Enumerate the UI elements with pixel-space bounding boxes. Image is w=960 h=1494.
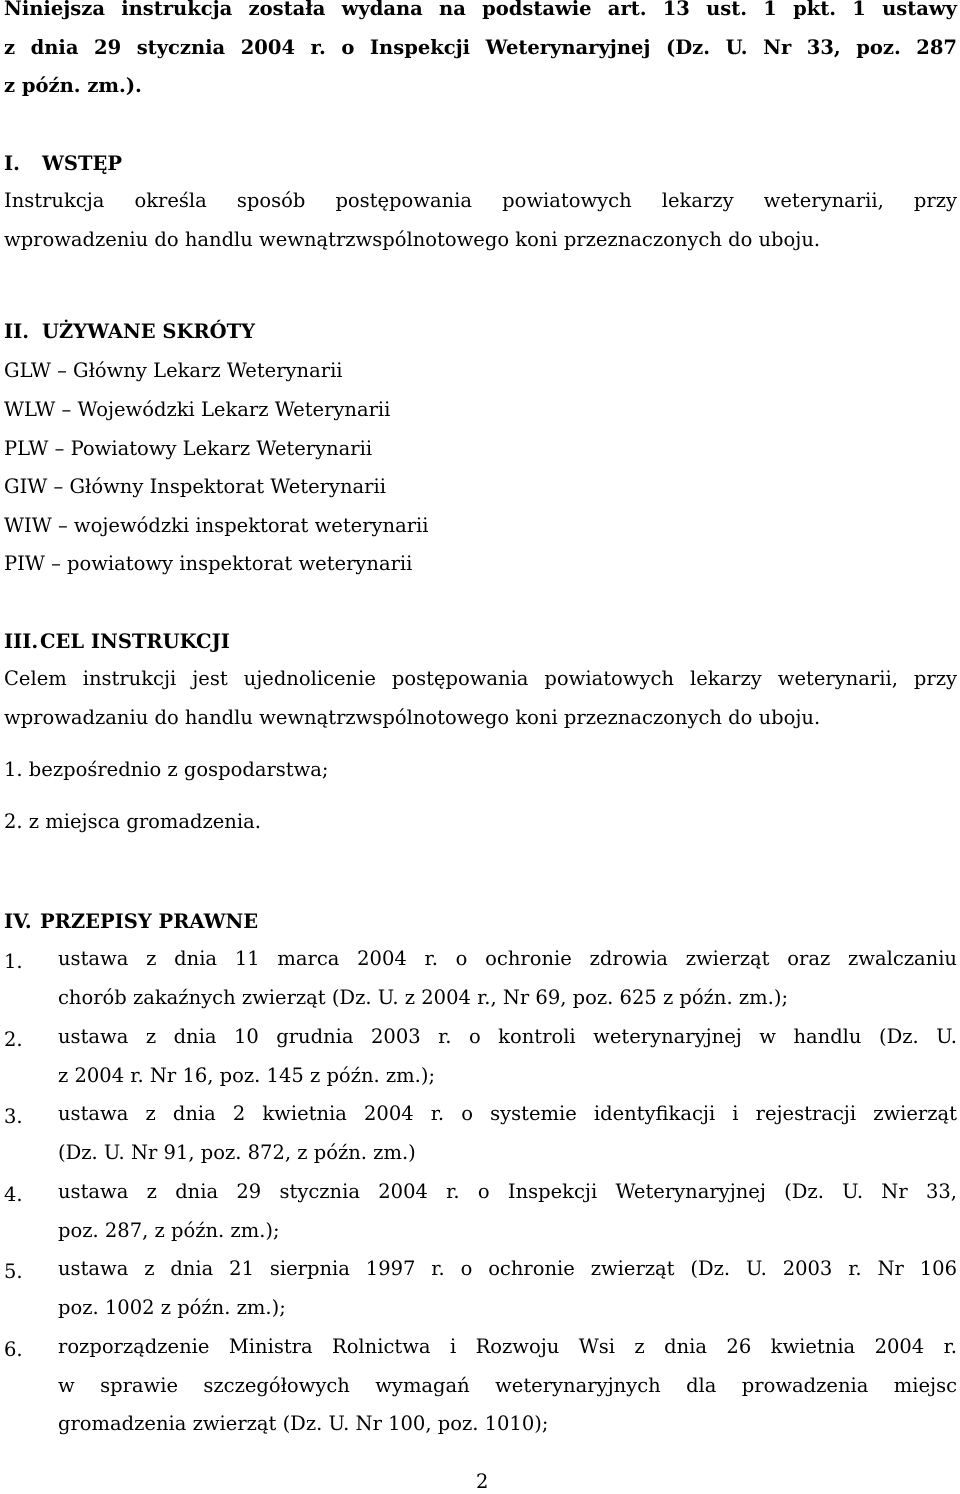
- paragraph-line: wprowadzeniu do handlu wewnątrzwspólnotowego koni przeznaczonych do uboju.: [4, 227, 821, 251]
- paragraph-line: Celem instrukcji jest ujednolicenie postępowania powiatowych lekarzy weterynarii, przy: [4, 667, 957, 690]
- page-number: 2: [476, 1470, 489, 1493]
- intro-paragraph: [4, 0, 957, 106]
- section-heading-4: [4, 910, 258, 933]
- section-heading-1: [4, 152, 122, 175]
- intro-line: z późn. zm.).: [4, 74, 142, 97]
- list-item: 1. bezpośrednio z gospodarstwa;: [4, 758, 329, 781]
- section-number: II.: [4, 320, 30, 343]
- item-line: gromadzenia zwierząt (Dz. U. Nr 100, poz. 1010);: [58, 1412, 549, 1435]
- paragraph-line: wprowadzaniu do handlu wewnątrzwspólnotowego koni przeznaczonych do uboju.: [4, 705, 821, 729]
- item-line: z 2004 r. Nr 16, poz. 145 z późn. zm.);: [58, 1063, 436, 1087]
- section-number: I.: [4, 152, 20, 175]
- section-3-paragraph: [4, 660, 957, 737]
- item-number: 6.: [4, 1338, 23, 1361]
- section-title: PRZEPISY PRAWNE: [40, 910, 259, 933]
- abbreviation-item: PLW – Powiatowy Lekarz Weterynarii: [4, 437, 373, 460]
- abbreviation-item: GLW – Główny Lekarz Weterynarii: [4, 359, 343, 382]
- item-number: 5.: [4, 1260, 23, 1283]
- item-line: rozporządzenie Ministra Rolnictwa i Rozwoju Wsi z dnia 26 kwietnia 2004 r.: [58, 1335, 957, 1358]
- intro-line: Niniejsza instrukcja została wydana na podstawie art. 13 ust. 1 pkt. 1 ustawy: [4, 0, 957, 20]
- item-number: 4.: [4, 1183, 23, 1206]
- abbreviation-item: PIW – powiatowy inspektorat weterynarii: [4, 552, 413, 575]
- item-number: 2.: [4, 1028, 23, 1051]
- item-line: ustawa z dnia 21 sierpnia 1997 r. o ochronie zwierząt (Dz. U. 2003 r. Nr 106: [58, 1257, 957, 1280]
- item-line: ustawa z dnia 2 kwietnia 2004 r. o systemie identyfikacji i rejestracji zwierząt: [58, 1102, 957, 1125]
- paragraph-line: Instrukcja określa sposób postępowania powiatowych lekarzy weterynarii, przy: [4, 189, 957, 212]
- section-heading-3: [4, 630, 230, 653]
- list-item: 2. z miejsca gromadzenia.: [4, 810, 261, 833]
- abbreviation-item: WLW – Wojewódzki Lekarz Weterynarii: [4, 398, 391, 421]
- item-line: (Dz. U. Nr 91, poz. 872, z późn. zm.): [58, 1140, 416, 1164]
- section-1-paragraph: [4, 182, 957, 259]
- item-line: chorób zakaźnych zwierząt (Dz. U. z 2004 r., Nr 69, poz. 625 z późn. zm.);: [58, 985, 789, 1009]
- item-line: w sprawie szczegółowych wymagań weterynaryjnych dla prowadzenia miejsc: [58, 1373, 957, 1397]
- item-line: ustawa z dnia 29 stycznia 2004 r. o Inspekcji Weterynaryjnej (Dz. U. Nr 33,: [58, 1180, 957, 1203]
- section-heading-2: [4, 320, 255, 343]
- item-line: ustawa z dnia 10 grudnia 2003 r. o kontroli weterynaryjnej w handlu (Dz. U.: [58, 1025, 957, 1048]
- item-line: ustawa z dnia 11 marca 2004 r. o ochronie zdrowia zwierząt oraz zwalczaniu: [58, 947, 957, 970]
- section-number: III.: [4, 630, 39, 653]
- intro-line: z dnia 29 stycznia 2004 r. o Inspekcji Weterynaryjnej (Dz. U. Nr 33, poz. 287: [4, 35, 957, 59]
- section-title: UŻYWANE SKRÓTY: [42, 320, 256, 343]
- section-number: IV.: [4, 910, 32, 933]
- section-title: CEL INSTRUKCJI: [40, 630, 230, 653]
- item-number: 1.: [4, 950, 23, 973]
- item-line: poz. 287, z późn. zm.);: [58, 1218, 280, 1242]
- item-line: poz. 1002 z późn. zm.);: [58, 1295, 286, 1319]
- abbreviation-item: WIW – wojewódzki inspektorat weterynarii: [4, 514, 429, 537]
- item-number: 3.: [4, 1105, 23, 1128]
- section-title: WSTĘP: [42, 152, 123, 175]
- abbreviation-item: GIW – Główny Inspektorat Weterynarii: [4, 475, 386, 498]
